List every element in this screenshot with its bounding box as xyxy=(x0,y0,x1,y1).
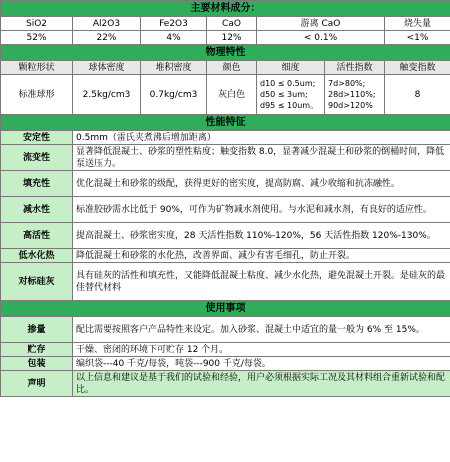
statement-text: 以上信息和建议是基于我们的试验和经验，用户必须根据实际工况及其材料组合重新试验和配比。 xyxy=(73,371,450,397)
phys-activity-28d: 28d>110%; xyxy=(328,90,376,99)
perf-text-low-heat: 降低混凝土和砂浆的水化热，改善界面、减少有害毛细孔，防止开裂。 xyxy=(73,249,450,263)
usage-text-storage: 干燥、密闭的环境下可贮存 12 个月。 xyxy=(73,343,450,357)
phys-activity-7d: 7d>80%; xyxy=(328,79,366,88)
perf-label-rheology: 流变性 xyxy=(1,145,73,171)
phys-fineness-d50: d50 ≤ 3um; xyxy=(260,90,308,99)
perf-text-water-reduction: 标准胶砂需水比低于 90%，可作为矿物减水剂使用。与水泥和减水剂，有良好的适应性。 xyxy=(73,197,450,223)
comp-header-free-cao: 游离 CaO xyxy=(257,17,385,31)
comp-value-loi: <1% xyxy=(385,31,450,45)
comp-value-cao: 12% xyxy=(207,31,257,45)
comp-header-cao: CaO xyxy=(207,17,257,31)
phys-fineness-d95: d95 ≤ 10um。 xyxy=(260,101,319,110)
perf-label-filling: 填充性 xyxy=(1,171,73,197)
perf-text-rheology: 显著降低混凝土、砂浆的塑性粘度；触变指数 8.0，显著减少混凝土和砂浆的倒桶时间，降低泵送压力。 xyxy=(73,145,450,171)
phys-header-shape: 颗粒形状 xyxy=(1,61,73,75)
composition-title: 主要材料成分： xyxy=(1,1,450,17)
comp-value-fe2o3: 4% xyxy=(141,31,207,45)
perf-text-high-activity: 提高混凝土、砂浆密实度，28 天活性指数 110%-120%，56 天活性指数 120%-130%。 xyxy=(73,223,450,249)
phys-header-bulk-density: 堆积密度 xyxy=(141,61,207,75)
usage-label-packaging: 包装 xyxy=(1,357,73,371)
perf-label-low-heat: 低水化热 xyxy=(1,249,73,263)
phys-header-sphere-density: 球体密度 xyxy=(73,61,141,75)
phys-fineness xyxy=(257,75,325,115)
comp-header-sio2: SiO2 xyxy=(1,17,73,31)
phys-fineness-d10: d10 ≤ 0.5um; xyxy=(260,79,316,88)
usage-text-packaging: 编织袋---40 千克/每袋，吨袋---900 千克/每袋。 xyxy=(73,357,450,371)
comp-value-free-cao: < 0.1% xyxy=(257,31,385,45)
comp-value-sio2: 52% xyxy=(1,31,73,45)
comp-header-fe2o3: Fe2O3 xyxy=(141,17,207,31)
perf-text-filling: 优化混凝土和砂浆的级配，获得更好的密实度，提高防腐、减少收缩和抗冻融性。 xyxy=(73,171,450,197)
perf-label-water-reduction: 减水性 xyxy=(1,197,73,223)
phys-header-thixotropy: 触变指数 xyxy=(385,61,450,75)
phys-activity xyxy=(325,75,385,115)
comp-value-al2o3: 22% xyxy=(73,31,141,45)
physical-title: 物理特性 xyxy=(1,45,450,61)
phys-sphere-density: 2.5kg/cm3 xyxy=(73,75,141,115)
phys-activity-90d: 90d>120% xyxy=(328,101,373,110)
usage-title: 使用事项 xyxy=(1,301,450,317)
phys-bulk-density: 0.7kg/cm3 xyxy=(141,75,207,115)
perf-label-silica-fume: 对标硅灰 xyxy=(1,263,73,301)
statement-label: 声明 xyxy=(1,371,73,397)
usage-label-dosage: 掺量 xyxy=(1,317,73,343)
comp-header-loi: 烧失量 xyxy=(385,17,450,31)
perf-label-high-activity: 高活性 xyxy=(1,223,73,249)
phys-header-activity: 活性指数 xyxy=(325,61,385,75)
phys-header-fineness: 细度 xyxy=(257,61,325,75)
perf-label-stability: 安定性 xyxy=(1,131,73,145)
performance-title: 性能特征 xyxy=(1,115,450,131)
phys-color: 灰白色 xyxy=(207,75,257,115)
phys-thixotropy: 8 xyxy=(385,75,450,115)
phys-header-color: 颜色 xyxy=(207,61,257,75)
comp-header-al2o3: Al2O3 xyxy=(73,17,141,31)
perf-text-silica-fume: 具有硅灰的活性和填充性，又能降低混凝土粘度、减少水化热，避免混凝土开裂。是硅灰的最佳替代材料 xyxy=(73,263,450,301)
phys-shape: 标准球形 xyxy=(1,75,73,115)
usage-text-dosage: 配比需要按照客户产品特性来设定。加入砂浆、混凝土中适宜的量一般为 6% 至 15%。 xyxy=(73,317,450,343)
perf-text-stability: 0.5mm（雷氏夹煮沸后增加距离） xyxy=(73,131,450,145)
usage-label-storage: 贮存 xyxy=(1,343,73,357)
